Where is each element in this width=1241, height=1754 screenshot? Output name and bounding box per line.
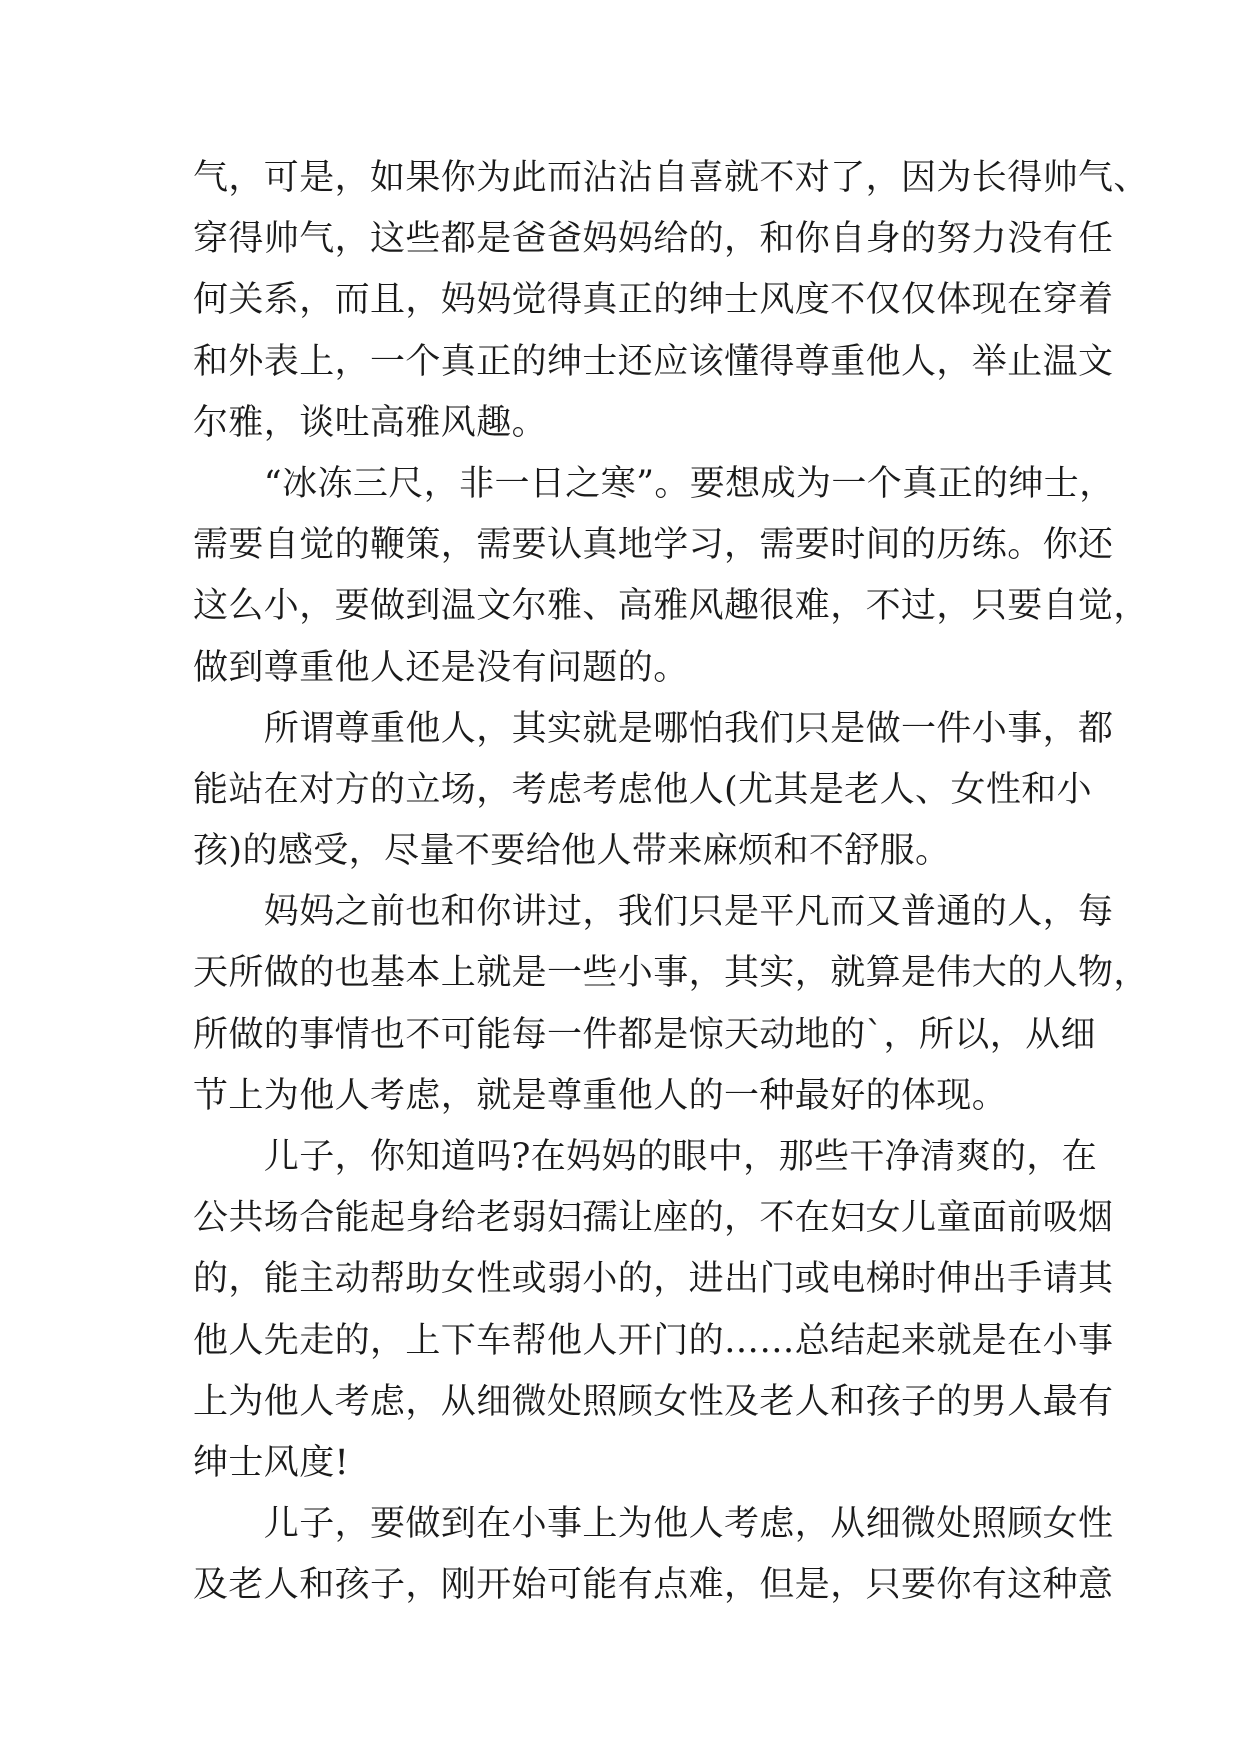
text-line: 所做的事情也不可能每一件都是惊天动地的`，所以，从细 bbox=[193, 1014, 1096, 1055]
paragraph-4 bbox=[193, 882, 1149, 1127]
text-line: 能站在对方的立场，考虑考虑他人(尤其是老人、女性和小 bbox=[193, 769, 1093, 810]
text-line: 何关系，而且，妈妈觉得真正的绅士风度不仅仅体现在穿着 bbox=[193, 280, 1114, 321]
text-line: 儿子，要做到在小事上为他人考虑，从细微处照顾女性 bbox=[193, 1504, 1114, 1545]
text-line: 绅士风度! bbox=[193, 1442, 350, 1483]
paragraph-2 bbox=[193, 454, 1149, 699]
text-line: 的，能主动帮助女性或弱小的，进出门或电梯时伸出手请其 bbox=[193, 1259, 1114, 1300]
text-line: 做到尊重他人还是没有问题的。 bbox=[193, 647, 689, 688]
text-line: “冰冻三尺，非一日之寒”。要想成为一个真正的绅士， bbox=[193, 463, 1115, 504]
text-line: 孩)的感受，尽量不要给他人带来麻烦和不舒服。 bbox=[193, 831, 951, 872]
text-line: 气，可是，如果你为此而沾沾自喜就不对了，因为长得帅气、 bbox=[193, 158, 1149, 198]
text-line: 他人先走的，上下车帮他人开门的……总结起来就是在小事 bbox=[193, 1320, 1114, 1361]
text-line: 和外表上，一个真正的绅士还应该懂得尊重他人，举止温文 bbox=[193, 341, 1114, 382]
text-line: 及老人和孩子，刚开始可能有点难，但是，只要你有这种意 bbox=[193, 1565, 1114, 1606]
text-line: 这么小，要做到温文尔雅、高雅风趣很难，不过，只要自觉， bbox=[193, 586, 1149, 627]
text-line: 公共场合能起身给老弱妇孺让座的，不在妇女儿童面前吸烟 bbox=[193, 1198, 1114, 1239]
document-page bbox=[193, 148, 1149, 1617]
text-line: 需要自觉的鞭策，需要认真地学习，需要时间的历练。你还 bbox=[193, 525, 1114, 566]
text-line: 尔雅，谈吐高雅风趣。 bbox=[193, 402, 548, 443]
text-line: 穿得帅气，这些都是爸爸妈妈给的，和你自身的努力没有任 bbox=[193, 219, 1114, 260]
text-line: 节上为他人考虑，就是尊重他人的一种最好的体现。 bbox=[193, 1075, 1008, 1116]
text-line: 妈妈之前也和你讲过，我们只是平凡而又普通的人，每 bbox=[193, 892, 1114, 933]
paragraph-3 bbox=[193, 699, 1114, 883]
text-line: 所谓尊重他人，其实就是哪怕我们只是做一件小事，都 bbox=[193, 708, 1114, 749]
text-line: 天所做的也基本上就是一些小事，其实，就算是伟大的人物， bbox=[193, 953, 1149, 994]
paragraph-1 bbox=[193, 148, 1149, 454]
paragraph-6 bbox=[193, 1494, 1114, 1616]
text-line: 上为他人考虑，从细微处照顾女性及老人和孩子的男人最有 bbox=[193, 1381, 1114, 1422]
paragraph-5 bbox=[193, 1127, 1114, 1494]
text-line: 儿子，你知道吗?在妈妈的眼中，那些干净清爽的，在 bbox=[193, 1137, 1098, 1177]
